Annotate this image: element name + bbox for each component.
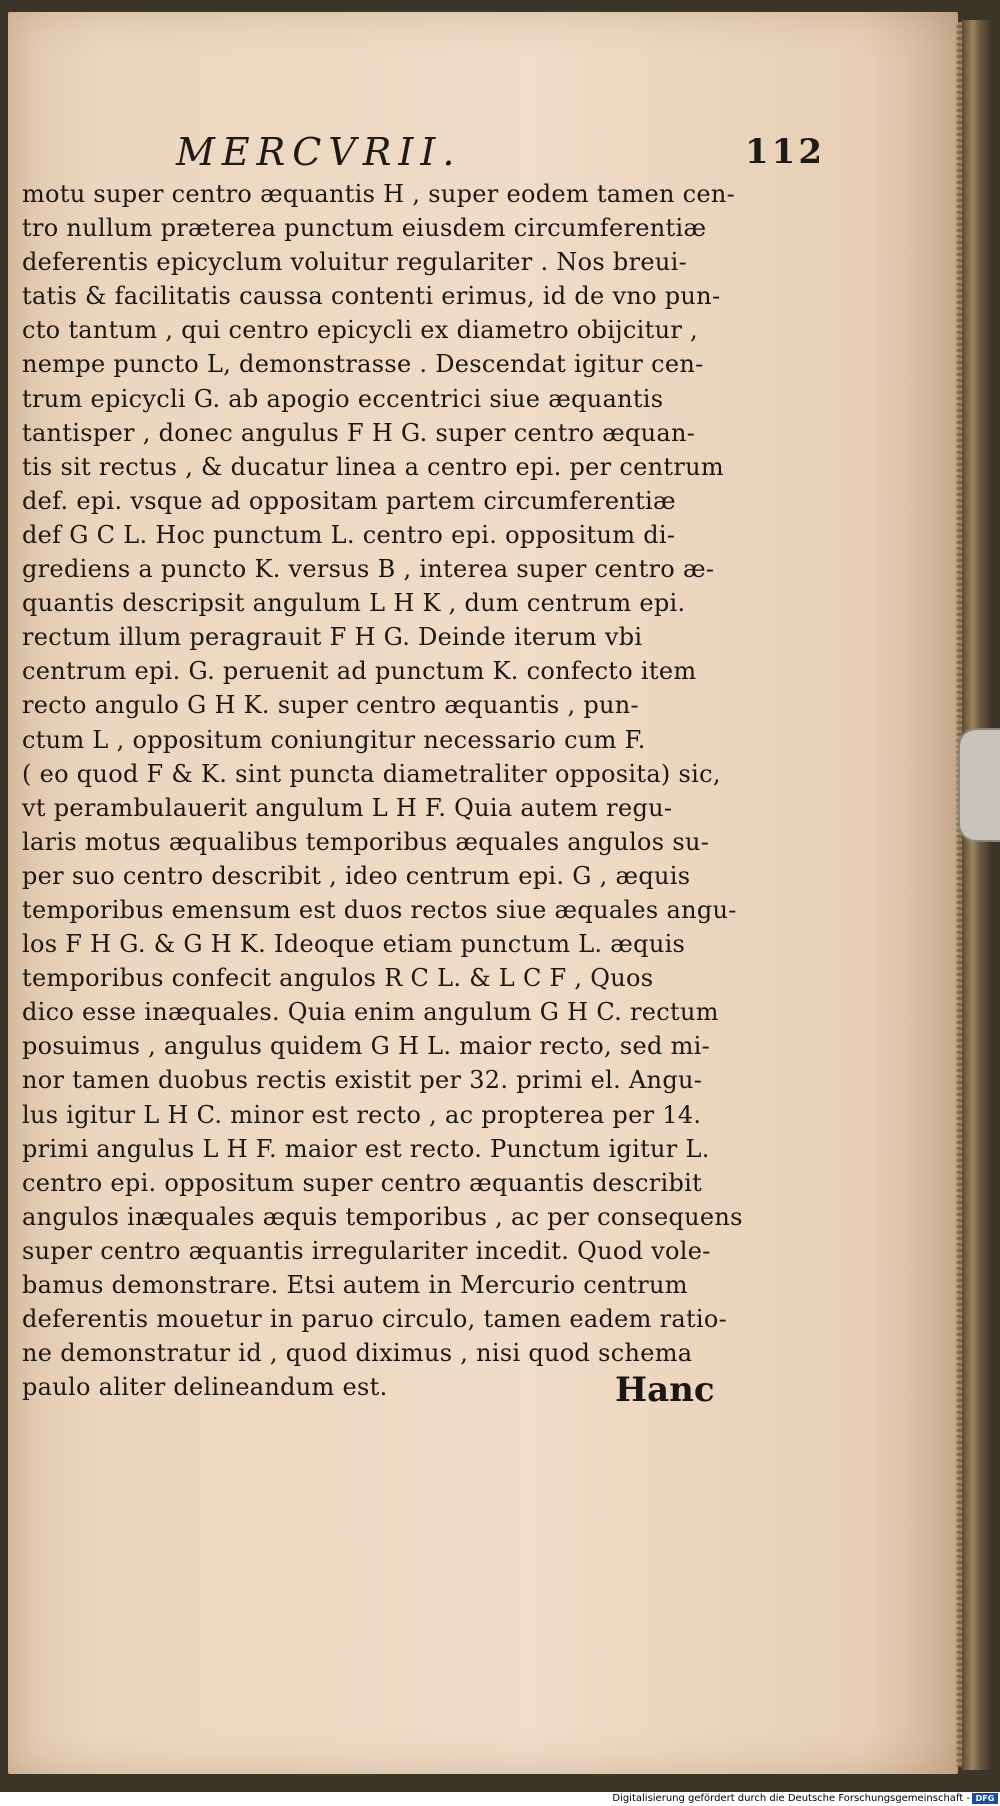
text-line: angulos inæquales æquis temporibus , ac per consequens: [22, 1202, 743, 1231]
text-line: tantisper , donec angulus F H G. super centro æquan-: [22, 418, 696, 447]
text-line: dico esse inæquales. Quia enim angulum G H C. rectum: [22, 998, 719, 1027]
text-line: ( eo quod F & K. sint puncta diametraliter opposita) sic,: [22, 759, 721, 788]
text-line: paulo aliter delineandum est.: [22, 1373, 388, 1402]
text-line: deferentis epicyclum voluitur regulariter . Nos breui-: [22, 248, 687, 277]
text-line: grediens a puncto K. versus B , interea super centro æ-: [22, 555, 715, 584]
digitization-footer: [0, 1792, 1000, 1806]
text-line: def G C L. Hoc punctum L. centro epi. oppositum di-: [22, 520, 676, 549]
body-text: [22, 180, 743, 1407]
text-line: primi angulus L H F. maior est recto. Punctum igitur L.: [22, 1134, 710, 1163]
text-line: quantis descripsit angulum L H K , dum centrum epi.: [22, 589, 686, 618]
text-line: trum epicycli G. ab apogio eccentrici siue æquantis: [22, 384, 664, 413]
text-line: deferentis mouetur in paruo circulo, tamen eadem ratio-: [22, 1305, 728, 1334]
text-line: centrum epi. G. peruenit ad punctum K. confecto item: [22, 657, 697, 686]
page-number: 112: [745, 132, 825, 172]
funding-credit: Digitalisierung gefördert durch die Deutsche Forschungsgemeinschaft -: [612, 1793, 970, 1804]
text-line: bamus demonstrare. Etsi autem in Mercurio centrum: [22, 1271, 688, 1299]
running-title: MERCVRII.: [176, 130, 462, 174]
text-line: cto tantum , qui centro epicycli ex diametro obijcitur ,: [22, 316, 698, 345]
text-line: def. epi. vsque ad oppositam partem circumferentiæ: [22, 486, 676, 515]
book-tab: [958, 728, 1000, 842]
text-line: tatis & facilitatis caussa contenti erimus, id de vno pun-: [22, 282, 721, 311]
text-line: vt perambulauerit angulum L H F. Quia autem regu-: [22, 793, 673, 822]
text-line: super centro æquantis irregulariter incedit. Quod vole-: [22, 1236, 711, 1265]
text-line: nempe puncto L, demonstrasse . Descendat igitur cen-: [22, 350, 704, 379]
text-line: motu super centro æquantis H , super eodem tamen cen-: [22, 180, 736, 208]
catchword: Hanc: [615, 1370, 715, 1410]
text-line: lus igitur L H C. minor est recto , ac propterea per 14.: [22, 1100, 702, 1129]
text-line: nor tamen duobus rectis existit per 32. primi el. Angu-: [22, 1066, 703, 1095]
text-line: centro epi. oppositum super centro æquantis describit: [22, 1168, 703, 1197]
text-line: rectum illum peragrauit F H G. Deinde iterum vbi: [22, 623, 643, 652]
text-line: tis sit rectus , & ducatur linea a centro epi. per centrum: [22, 452, 724, 481]
text-line: posuimus , angulus quidem G H L. maior recto, sed mi-: [22, 1032, 711, 1061]
dfg-logo: DFG: [972, 1793, 998, 1804]
text-line: laris motus æqualibus temporibus æquales angulos su-: [22, 827, 710, 856]
book-page: [8, 12, 958, 1774]
text-line: tro nullum præterea punctum eiusdem circumferentiæ: [22, 214, 707, 243]
text-line: los F H G. & G H K. Ideoque etiam punctum L. æquis: [22, 930, 686, 959]
text-line: ne demonstratur id , quod diximus , nisi quod schema: [22, 1339, 693, 1368]
text-line: recto angulo G H K. super centro æquantis , pun-: [22, 691, 639, 720]
text-line: ctum L , oppositum coniungitur necessario cum F.: [22, 725, 646, 754]
book-spine: [962, 20, 992, 1770]
text-line: per suo centro describit , ideo centrum epi. G , æquis: [22, 861, 691, 890]
text-line: temporibus confecit angulos R C L. & L C F , Quos: [22, 964, 654, 993]
text-line: temporibus emensum est duos rectos siue æquales angu-: [22, 895, 737, 924]
